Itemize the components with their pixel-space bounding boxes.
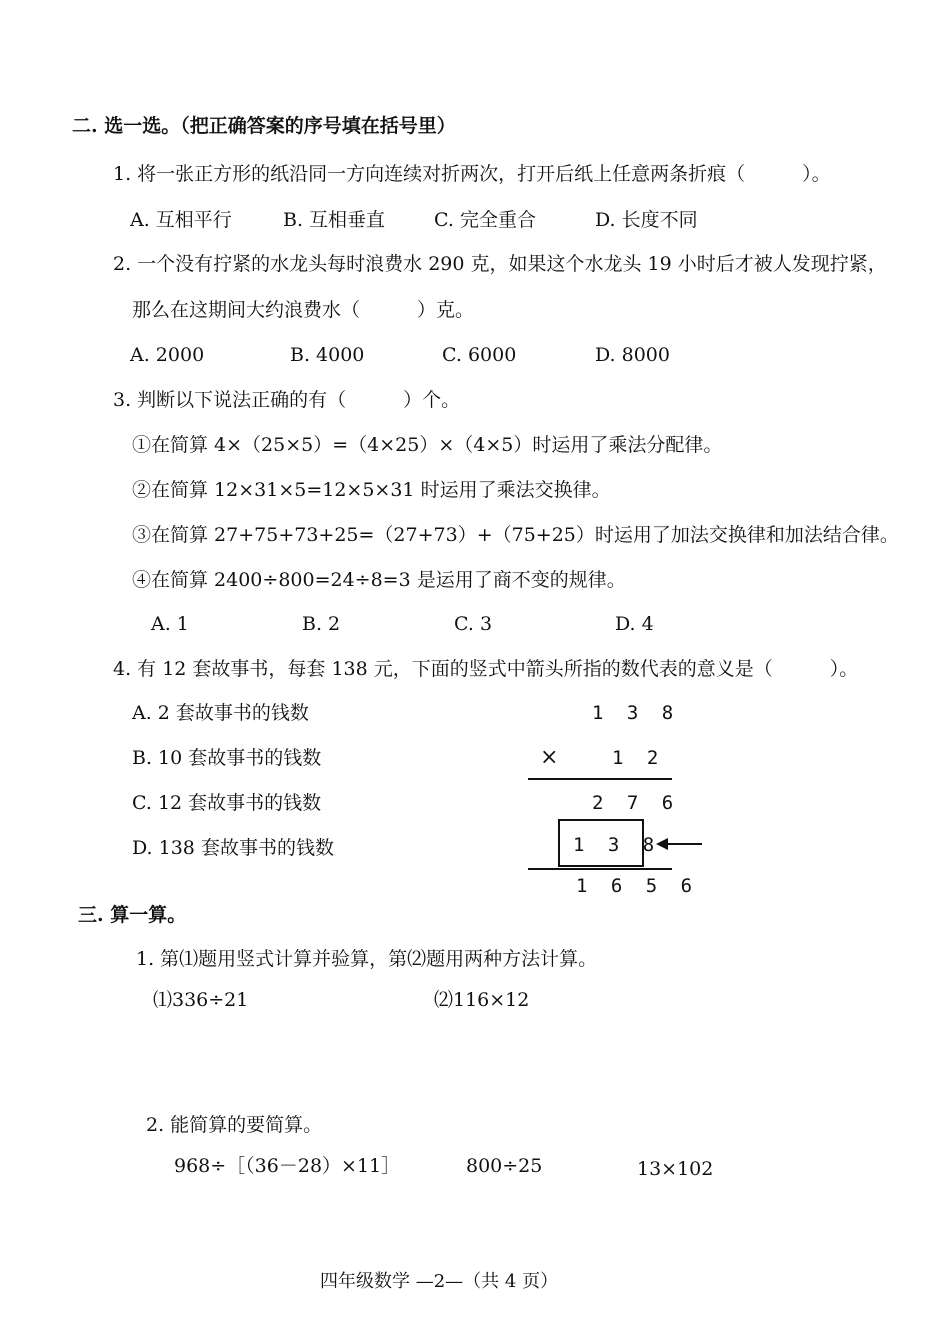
q4-stem: 4. 有 12 套故事书，每套 138 元，下面的竖式中箭头所指的数代表的意义是（ ）。: [113, 658, 859, 680]
q1-option-c: C. 完全重合: [434, 209, 536, 231]
q3-statement-3: ③在简算 27+75+73+25=（27+73）+（75+25）时运用了加法交换律和加法结合律。: [132, 524, 899, 546]
vertical-line-1: [528, 778, 672, 780]
q4-option-b: B. 10 套故事书的钱数: [132, 747, 322, 769]
vertical-result: 1 6 5 6: [576, 875, 699, 897]
q2-option-a: A. 2000: [130, 344, 205, 366]
q3-statement-1: ①在简算 4×（25×5）=（4×25）×（4×5）时运用了乘法分配律。: [132, 434, 723, 456]
q3-stem: 3. 判断以下说法正确的有（ ）个。: [113, 389, 461, 411]
s3-q2-stem: 2. 能简算的要简算。: [146, 1114, 323, 1136]
q2-option-b: B. 4000: [290, 344, 365, 366]
s3-q1-item-1: ⑴336÷21: [153, 989, 249, 1011]
q3-option-c: C. 3: [454, 613, 493, 635]
vertical-line-2: [528, 868, 672, 870]
s3-q2-item-3: 13×102: [637, 1158, 714, 1180]
page-footer: 四年级数学 —2—（共 4 页）: [320, 1271, 559, 1292]
q1-option-d: D. 长度不同: [595, 209, 698, 231]
q2-stem-line1: 2. 一个没有拧紧的水龙头每时浪费水 290 克，如果这个水龙头 19 小时后才被人发现拧紧，: [113, 253, 887, 275]
q1-option-b: B. 互相垂直: [283, 209, 386, 231]
q2-option-c: C. 6000: [442, 344, 517, 366]
arrow-shaft: [666, 843, 702, 845]
s3-q1-item-2: ⑵116×12: [434, 989, 530, 1011]
q3-option-d: D. 4: [615, 613, 654, 635]
q3-option-a: A. 1: [151, 613, 189, 635]
s3-q2-item-2: 800÷25: [466, 1155, 543, 1177]
q3-statement-2: ②在简算 12×31×5=12×5×31 时运用了乘法交换律。: [132, 479, 611, 501]
q2-option-d: D. 8000: [595, 344, 670, 366]
q3-statement-4: ④在简算 2400÷800=24÷8=3 是运用了商不变的规律。: [132, 569, 626, 591]
q4-option-a: A. 2 套故事书的钱数: [132, 702, 309, 724]
vertical-partial-2: 1 3 8: [573, 834, 661, 856]
q4-option-d: D. 138 套故事书的钱数: [132, 837, 334, 859]
s3-q2-item-1: 968÷［（36－28）×11］: [174, 1155, 401, 1177]
vertical-times-sign: ×: [540, 745, 559, 770]
q1-option-a: A. 互相平行: [130, 209, 232, 231]
s3-q1-stem: 1. 第⑴题用竖式计算并验算，第⑵题用两种方法计算。: [136, 948, 598, 970]
vertical-multiplicand: 1 3 8: [592, 702, 680, 724]
vertical-multiplier: 1 2: [612, 747, 665, 769]
section-3-title: 三. 算一算。: [78, 904, 187, 926]
q2-stem-line2: 那么在这期间大约浪费水（ ）克。: [132, 299, 475, 321]
section-2-title: 二. 选一选。（把正确答案的序号填在括号里）: [72, 115, 456, 137]
vertical-partial-1: 2 7 6: [592, 792, 680, 814]
q1-stem: 1. 将一张正方形的纸沿同一方向连续对折两次，打开后纸上任意两条折痕（ ）。: [113, 163, 831, 185]
q3-option-b: B. 2: [302, 613, 341, 635]
q4-option-c: C. 12 套故事书的钱数: [132, 792, 322, 814]
